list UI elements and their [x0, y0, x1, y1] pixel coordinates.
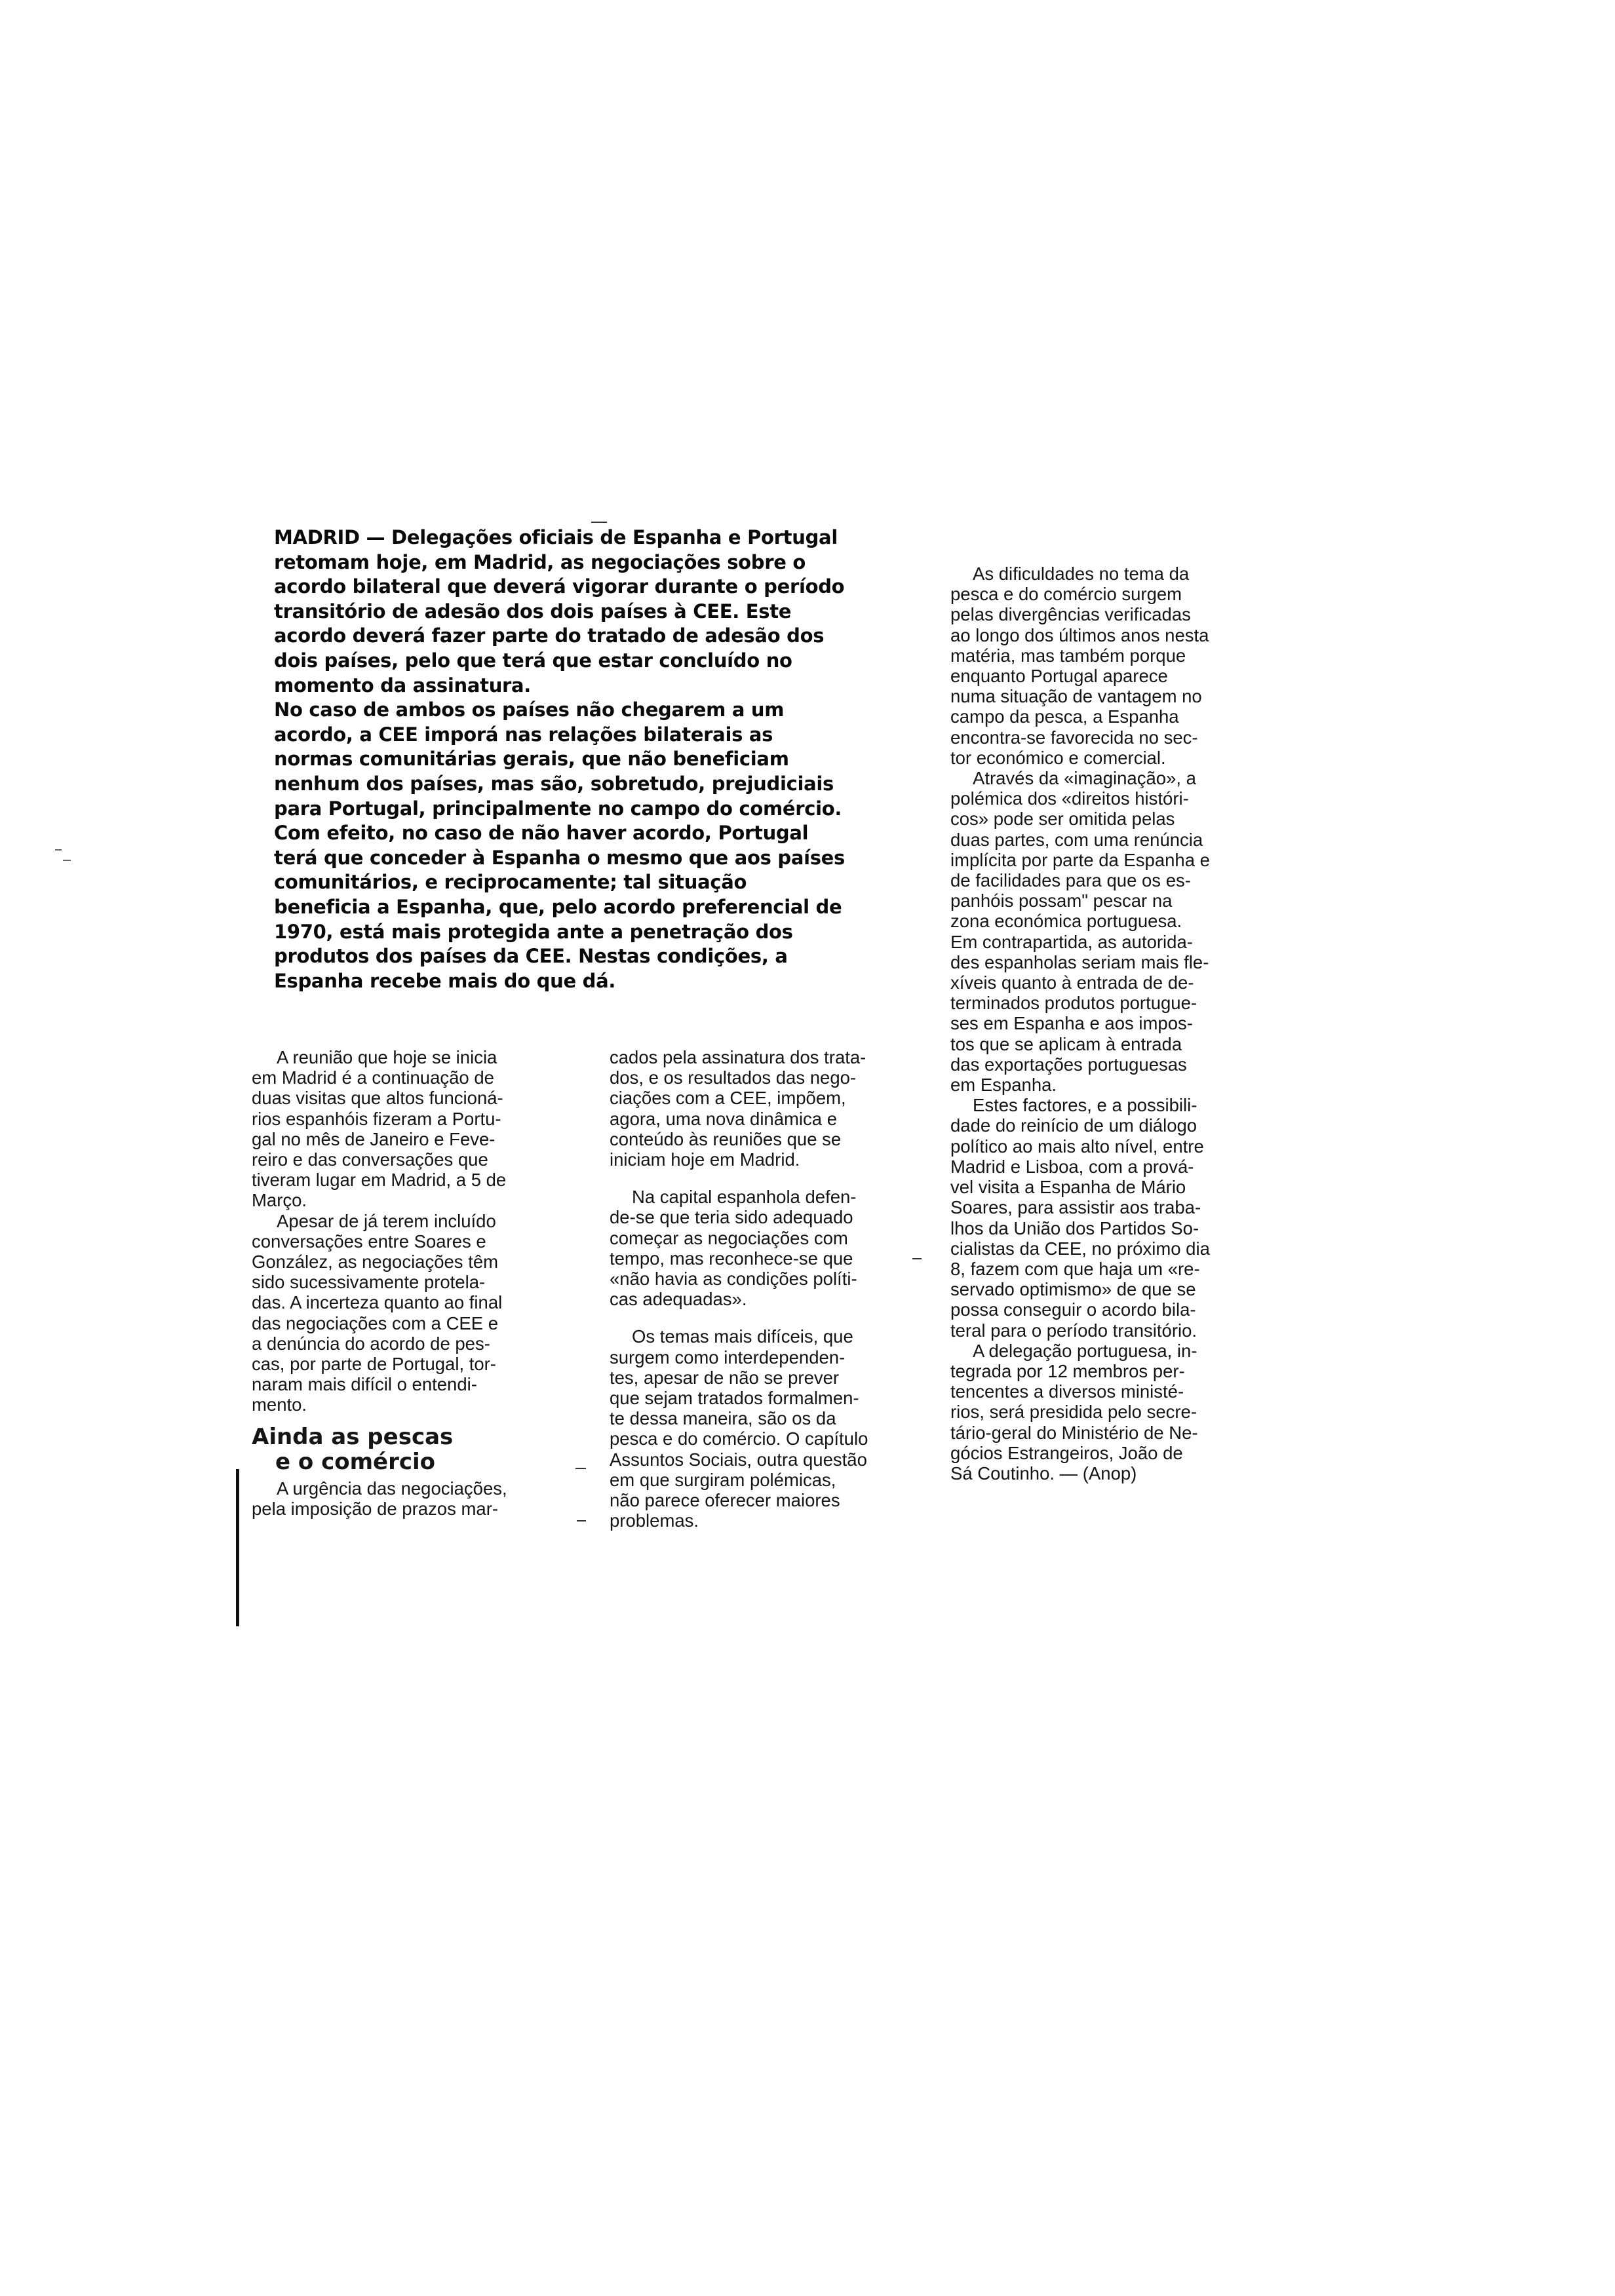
text-line: pela imposição de prazos mar-	[252, 1498, 499, 1519]
lead-paragraph	[274, 526, 916, 993]
text-line: Apesar de já terem incluído	[277, 1210, 496, 1231]
text-line: não parece oferecer maiores	[610, 1490, 840, 1511]
text-line: lhos da União dos Partidos So-	[950, 1217, 1199, 1238]
lead-line: 1970, está mais protegida ante a penetração dos	[274, 920, 793, 943]
lead-line: transitório de adesão dos dois países à CEE. Este	[274, 600, 792, 622]
lead-line: comunitários, e reciprocamente; tal situação	[274, 871, 747, 894]
text-line: pesca e do comércio surgem	[950, 584, 1182, 605]
paragraph	[252, 1047, 586, 1211]
text-line: Estes factores, e a possibili-	[973, 1095, 1197, 1116]
text-line: tegrada por 12 membros per-	[950, 1360, 1185, 1381]
text-line: Em contrapartida, as autorida-	[950, 931, 1193, 952]
subheading-line: Ainda as pescas	[252, 1423, 454, 1450]
text-line: ciações com a CEE, impõem,	[610, 1088, 846, 1109]
text-line: conteúdo às reuniões que se	[610, 1128, 842, 1149]
text-line: zona económica portuguesa.	[950, 911, 1182, 932]
text-line: pelas divergências verificadas	[950, 604, 1191, 625]
text-line: que sejam tratados formalmen-	[610, 1388, 859, 1409]
text-line: As dificuldades no tema da	[973, 564, 1190, 584]
text-line: de facilidades para que os es-	[950, 870, 1191, 891]
text-line: campo da pesca, a Espanha	[950, 706, 1179, 727]
text-line: das. A incerteza quanto ao final	[252, 1292, 503, 1313]
paragraph	[950, 564, 1265, 768]
text-line: gal no mês de Janeiro e Feve-	[252, 1128, 496, 1149]
text-line: encontra-se favorecida no sec-	[950, 727, 1198, 748]
text-line: tencentes a diversos ministé-	[950, 1381, 1184, 1402]
lead-line: dois países, pelo que terá que estar concluído no	[274, 649, 792, 672]
text-line: xíveis quanto à entrada de de-	[950, 972, 1194, 993]
text-line: González, as negociações têm	[252, 1252, 499, 1272]
lead-line: MADRID — Delegações oficiais de Espanha e Portugal	[274, 526, 838, 548]
text-line: dos, e os resultados das nego-	[610, 1067, 857, 1088]
text-line: servado optimismo» de que se	[950, 1279, 1196, 1300]
text-line: gócios Estrangeiros, João de	[950, 1442, 1183, 1463]
text-line: cas adequadas».	[610, 1289, 747, 1310]
text-line: Soares, para assistir aos traba-	[950, 1197, 1201, 1218]
text-line: des espanholas seriam mais fle-	[950, 951, 1209, 972]
paragraph	[252, 1478, 586, 1519]
lead-line: normas comunitárias gerais, que não beneficiam	[274, 748, 789, 771]
text-line: A delegação portuguesa, in-	[973, 1340, 1197, 1361]
text-line: cados pela assinatura dos trata-	[610, 1047, 866, 1067]
text-line: em que surgiram polémicas,	[610, 1469, 836, 1490]
text-line: 8, fazem com que haja um «re-	[950, 1258, 1200, 1279]
lead-line: No caso de ambos os países não chegarem a um	[274, 698, 785, 721]
lead-line: Espanha recebe mais do que dá.	[274, 969, 616, 992]
subhead-vertical-rule	[236, 1469, 239, 1626]
text-line: enquanto Portugal aparece	[950, 666, 1168, 687]
text-line: tor económico e comercial.	[950, 747, 1166, 768]
text-line: possa conseguir o acordo bila-	[950, 1299, 1196, 1320]
text-line: agora, uma nova dinâmica e	[610, 1108, 838, 1129]
text-line: problemas.	[610, 1510, 699, 1531]
lead-line: beneficia a Espanha, que, pelo acordo preferencial de	[274, 895, 842, 918]
text-line: tiveram lugar em Madrid, a 5 de	[252, 1170, 507, 1191]
text-line: tes, apesar de não se prever	[610, 1367, 840, 1388]
text-line: político ao mais alto nível, entre	[950, 1136, 1204, 1157]
text-line: Sá Coutinho. — (Anop)	[950, 1463, 1137, 1483]
margin-speck	[55, 849, 62, 851]
text-line: em Madrid é a continuação de	[252, 1067, 494, 1088]
text-line: matéria, mas também porque	[950, 645, 1186, 666]
text-line: te dessa maneira, são os da	[610, 1408, 836, 1429]
text-line: rios, será presidida pelo secre-	[950, 1402, 1197, 1423]
text-line: duas partes, com uma renúncia	[950, 829, 1203, 850]
body-column-right	[950, 564, 1265, 1483]
lead-line: produtos dos países da CEE. Nestas condições, a	[274, 945, 788, 968]
text-line: mento.	[252, 1394, 307, 1415]
body-column-middle	[610, 1047, 924, 1531]
text-line: começar as negociações com	[610, 1227, 848, 1248]
text-line: dade do reinício de um diálogo	[950, 1115, 1197, 1136]
lead-line: acordo deverá fazer parte do tratado de adesão dos	[274, 624, 825, 647]
paragraph	[950, 768, 1265, 1095]
text-line: iniciam hoje em Madrid.	[610, 1149, 800, 1170]
lead-line: terá que conceder à Espanha o mesmo que aos países	[274, 846, 846, 869]
text-line: terminados produtos portugue-	[950, 993, 1197, 1014]
text-line: tário-geral do Ministério de Ne-	[950, 1422, 1198, 1443]
gutter-dash	[577, 1520, 586, 1521]
text-line: ao longo dos últimos anos nesta	[950, 624, 1209, 645]
text-line: das exportações portuguesas	[950, 1054, 1187, 1075]
lead-line: acordo bilateral que deverá vigorar durante o período	[274, 575, 845, 598]
subheading-line: e o comércio	[275, 1448, 436, 1475]
lead-line: para Portugal, principalmente no campo do comércio.	[274, 797, 842, 820]
paragraph	[950, 1341, 1265, 1483]
text-line: Através da «imaginação», a	[973, 768, 1196, 789]
text-line: polémica dos «direitos históri-	[950, 788, 1189, 809]
paragraph	[950, 1095, 1265, 1340]
text-line: de-se que teria sido adequado	[610, 1207, 853, 1228]
text-line: a denúncia do acordo de pes-	[252, 1333, 490, 1354]
lead-line: retomam hoje, em Madrid, as negociações sobre o	[274, 550, 806, 573]
text-line: conversações entre Soares e	[252, 1231, 486, 1252]
text-line: em Espanha.	[950, 1075, 1057, 1096]
body-column-left	[252, 1047, 586, 1519]
text-line: pesca e do comércio. O capítulo	[610, 1428, 868, 1449]
text-line: Março.	[252, 1190, 307, 1211]
paragraph	[610, 1047, 924, 1170]
text-line: implícita por parte da Espanha e	[950, 849, 1210, 870]
paragraph	[610, 1187, 924, 1309]
text-line: reiro e das conversações que	[252, 1149, 488, 1170]
paragraph	[610, 1326, 924, 1531]
text-line: duas visitas que altos funcioná-	[252, 1088, 503, 1109]
text-line: cos» pode ser omitida pelas	[950, 809, 1175, 830]
text-line: Na capital espanhola defen-	[632, 1187, 857, 1208]
subheading	[252, 1425, 586, 1474]
text-line: das negociações com a CEE e	[252, 1312, 499, 1333]
text-line: sido sucessivamente protela-	[252, 1272, 486, 1293]
top-dash-mark	[591, 522, 607, 523]
text-line: ses em Espanha e aos impos-	[950, 1013, 1193, 1034]
text-line: Os temas mais difíceis, que	[632, 1326, 853, 1347]
text-line: naram mais difícil o entendi-	[252, 1374, 477, 1395]
margin-speck	[63, 860, 71, 861]
text-line: Madrid e Lisboa, com a prová-	[950, 1156, 1194, 1177]
text-line: surgem como interdependen-	[610, 1347, 846, 1368]
text-line: cialistas da CEE, no próximo dia	[950, 1238, 1210, 1259]
text-line: numa situação de vantagem no	[950, 686, 1202, 707]
text-line: rios espanhóis fizeram a Portu-	[252, 1108, 501, 1129]
paragraph	[252, 1211, 586, 1415]
text-line: tos que se aplicam à entrada	[950, 1033, 1182, 1054]
text-line: tempo, mas reconhece-se que	[610, 1248, 853, 1269]
lead-line: nenhum dos países, mas são, sobretudo, prejudiciais	[274, 772, 834, 795]
text-line: teral para o período transitório.	[950, 1320, 1197, 1341]
text-line: vel visita a Espanha de Mário	[950, 1177, 1186, 1198]
lead-line: acordo, a CEE imporá nas relações bilaterais as	[274, 723, 773, 746]
text-line: cas, por parte de Portugal, tor-	[252, 1354, 496, 1375]
text-line: «não havia as condições políti-	[610, 1269, 857, 1290]
text-line: A urgência das negociações,	[277, 1478, 507, 1499]
lead-line: Com efeito, no caso de não haver acordo, Portugal	[274, 822, 809, 845]
text-line: A reunião que hoje se inicia	[277, 1047, 497, 1067]
lead-line: momento da assinatura.	[274, 674, 532, 697]
text-line: panhóis possam" pescar na	[950, 890, 1173, 911]
text-line: Assuntos Sociais, outra questão	[610, 1449, 867, 1470]
